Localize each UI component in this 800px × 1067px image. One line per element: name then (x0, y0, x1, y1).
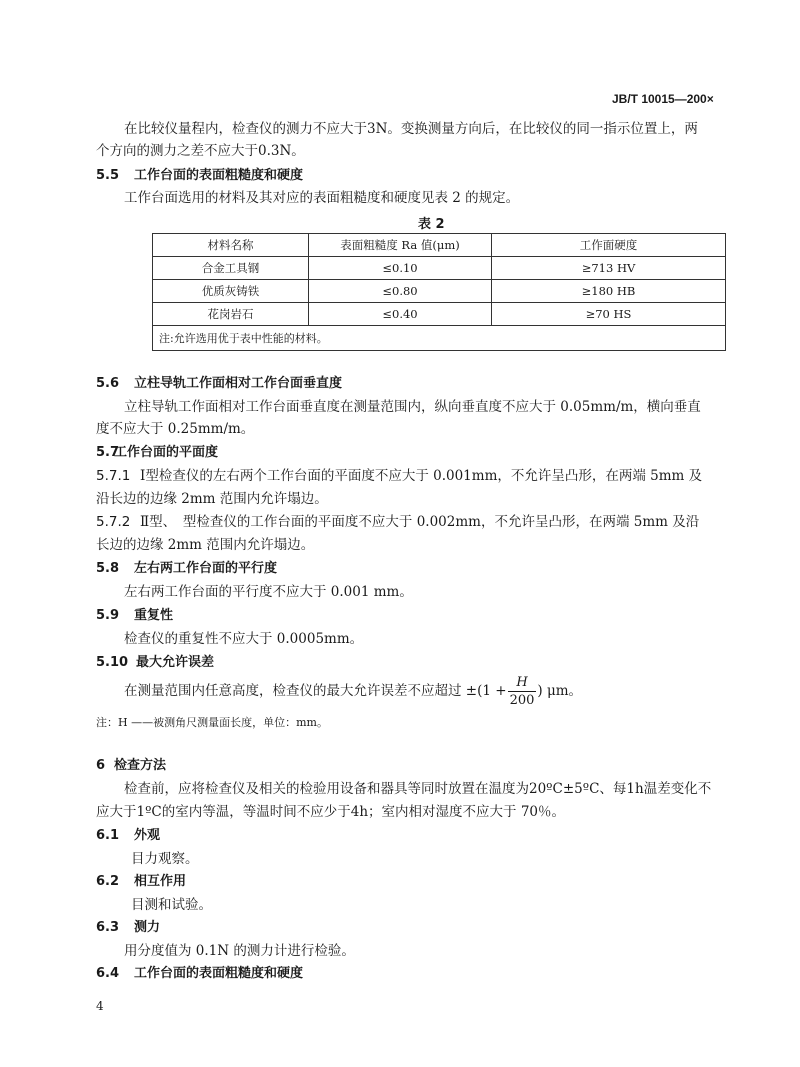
section-5-7-1-line-2: 沿长边的边缘 2mm 范围内允许塌边。 (96, 491, 328, 507)
section-5-9-heading (96, 608, 173, 624)
section-6-line-1: 检查前，应将检查仪及相关的检验用设备和器具等同时放置在温度为20ºC±5ºC、每1h温差变化不 (124, 781, 712, 797)
section-number: 5.7.1 (96, 468, 131, 484)
section-title: 最大允许误差 (136, 655, 215, 670)
table-note: 注:允许选用优于表中性能的材料。 (153, 326, 726, 351)
table-cell: 合金工具钢 (153, 257, 309, 280)
table-row (153, 303, 726, 326)
section-title: 立柱导轨工作面相对工作台面垂直度 (134, 376, 343, 391)
section-5-6-heading (96, 376, 342, 392)
table-cell: ≥70 HS (492, 303, 726, 326)
section-5-5-text: 工作台面选用的材料及其对应的表面粗糙度和硬度见表 2 的规定。 (124, 190, 520, 206)
section-number: 6.2 (96, 874, 120, 889)
section-6-heading (96, 758, 166, 774)
table-cell: ≥713 HV (492, 257, 726, 280)
page-number: 4 (96, 999, 104, 1013)
section-5-7-heading (96, 445, 218, 461)
section-number: 6.4 (96, 966, 120, 981)
section-number: 5.6 (96, 376, 120, 391)
section-number: 6.1 (96, 828, 120, 843)
header-cell-material: 材料名称 (153, 234, 309, 257)
table-caption: 表 2 (418, 217, 445, 232)
section-title: 工作台面的表面粗糙度和硬度 (134, 168, 304, 183)
section-5-8-heading (96, 561, 277, 577)
section-number: 5.8 (96, 561, 120, 576)
section-number: 5.10 (96, 655, 129, 670)
section-6-line-2: 应大于1ºC的室内等温，等温时间不应少于4h；室内相对湿度不应大于 70％。 (96, 804, 566, 820)
section-5-10-note: 注：H ——被测角尺测量面长度，单位：mm。 (96, 716, 328, 729)
section-title: 相互作用 (134, 874, 187, 889)
section-6-2-heading (96, 874, 186, 890)
table-header-row (153, 234, 726, 257)
section-number: 5.5 (96, 168, 120, 183)
section-number: 6.3 (96, 920, 120, 935)
section-6-1-heading (96, 828, 160, 844)
paragraph-text: 在测量范围内任意高度，检查仪的最大允许误差不应超过 ± (124, 683, 478, 699)
table-cell: ≤0.10 (309, 257, 492, 280)
section-5-10-heading (96, 655, 214, 671)
section-6-1-text: 目力观察。 (131, 851, 199, 867)
table-2 (152, 233, 726, 351)
section-title: 工作台面的表面粗糙度和硬度 (134, 966, 304, 981)
document-number: JB/T 10015—200× (612, 92, 714, 106)
section-title: 重复性 (134, 608, 174, 623)
fraction (508, 674, 537, 709)
paragraph-text: Ⅱ型、 型检查仪的工作台面的平面度不应大于 0.002mm，不允许呈凸形，在两端 5mm 及沿 (140, 514, 700, 530)
section-5-6-line-1: 立柱导轨工作面相对工作台面垂直度在测量范围内，纵向垂直度不应大于 0.05mm/m，横向垂直 (124, 399, 701, 415)
table-note-row (153, 326, 726, 351)
section-title: 左右两工作台面的平行度 (134, 561, 278, 576)
header-cell-roughness: 表面粗糙度 Ra 值(μm) (309, 234, 492, 257)
table-cell: 花岗岩石 (153, 303, 309, 326)
fraction-numerator: H (508, 674, 537, 692)
table-row (153, 257, 726, 280)
formula-open: (1 + (477, 683, 507, 699)
section-5-6-line-2: 度不应大于 0.25mm/m。 (96, 421, 255, 437)
formula-close: ) μm。 (537, 683, 583, 699)
section-number: 6 (96, 758, 106, 773)
section-5-7-2-line-2: 长边的边缘 2mm 范围内允许塌边。 (96, 537, 315, 553)
table-cell: ≤0.80 (309, 280, 492, 303)
fraction-denominator: 200 (509, 693, 535, 708)
section-5-7-1-line-1 (96, 468, 702, 484)
section-5-7-2-line-1 (96, 514, 699, 530)
section-6-3-heading (96, 920, 160, 936)
paragraph-text: Ⅰ型检查仪的左右两个工作台面的平面度不应大于 0.001mm，不允许呈凸形，在两端 5mm 及 (140, 468, 703, 484)
section-5-10-text (124, 672, 582, 710)
section-6-3-text: 用分度值为 0.1N 的测力计进行检验。 (124, 943, 355, 959)
section-title: 工作台面的平面度 (114, 445, 219, 460)
section-title: 检查方法 (114, 758, 167, 773)
section-5-8-text: 左右两工作台面的平行度不应大于 0.001 mm。 (124, 584, 413, 600)
table-cell: ≤0.40 (309, 303, 492, 326)
section-number: 5.9 (96, 608, 120, 623)
section-title: 外观 (134, 828, 161, 843)
table-row (153, 280, 726, 303)
section-6-4-heading (96, 966, 303, 982)
header-cell-hardness: 工作面硬度 (492, 234, 726, 257)
intro-line-1: 在比较仪量程内，检查仪的测力不应大于3N。变换测量方向后，在比较仪的同一指示位置上，两 (124, 121, 698, 137)
section-6-2-text: 目测和试验。 (131, 897, 212, 913)
section-5-9-text: 检查仪的重复性不应大于 0.0005mm。 (124, 631, 364, 647)
table-cell: 优质灰铸铁 (153, 280, 309, 303)
table-cell: ≥180 HB (492, 280, 726, 303)
section-number: 5.7.2 (96, 514, 131, 530)
section-number: 5.7 (96, 445, 120, 460)
section-5-5-heading (96, 168, 303, 184)
section-title: 测力 (134, 920, 161, 935)
intro-line-2: 个方向的测力之差不应大于0.3N。 (96, 143, 305, 159)
